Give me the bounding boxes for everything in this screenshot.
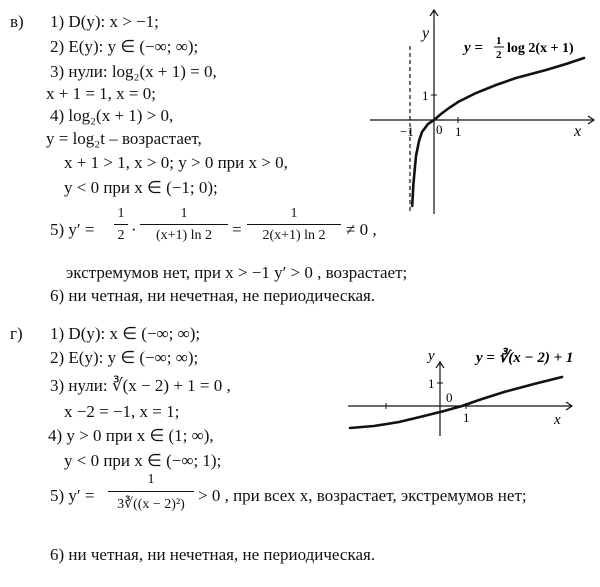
part-v-fn-prefix: y = (464, 40, 483, 56)
part-v-dot: · (131, 220, 137, 239)
part-g-line-zeros-solution: x −2 = −1, x = 1; (64, 402, 180, 421)
part-g-line-parity: 6) ни четная, ни нечетная, не периодическая. (50, 545, 376, 564)
part-g-tick-x1-label: 1 (463, 410, 470, 425)
part-g-y-label: y (428, 348, 435, 364)
part-v-fn-denominator: 2 (496, 49, 502, 61)
part-v-line-parity: 6) ни четная, ни нечетная, не периодическая. (50, 286, 376, 305)
part-v-line-zeros: 3) нули: log₂(x + 1) = 0, (50, 62, 217, 81)
part-g-line-range: 2) E(y): y ∈ (−∞; ∞); (50, 348, 199, 367)
part-v-line-negative: y < 0 при x ∈ (−1; 0); (64, 178, 218, 197)
part-v-origin-label: 0 (436, 122, 443, 137)
part-v-derivative-tail: ≠ 0 , (346, 220, 377, 239)
part-v-line-positive: x + 1 > 1, x > 0; y > 0 при x > 0, (64, 153, 288, 172)
part-v-line-zeros-solution: x + 1 = 1, x = 0; (46, 84, 156, 103)
part-v-letter: в) (10, 12, 24, 31)
part-g-line-positive: 4) y > 0 при x ∈ (1; ∞), (48, 426, 214, 445)
part-g-frac-bar (108, 491, 194, 492)
part-v-fn-numerator: 1 (496, 35, 502, 47)
part-v-tick-x1-label: 1 (455, 124, 462, 139)
part-g-curve (350, 377, 562, 428)
part-v-line-range: 2) E(y): y ∈ (−∞; ∞); (50, 37, 199, 56)
part-g-origin-label: 0 (446, 390, 453, 405)
part-v-equals: = (232, 220, 242, 239)
part-v-y-label: y (422, 25, 430, 42)
part-g-tick-y1-label: 1 (428, 376, 435, 391)
part-v-graph (366, 6, 596, 216)
part-g-line-zeros: 3) нули: ∛(x − 2) + 1 = 0 , (50, 376, 231, 395)
part-v-frac1-denominator: (x+1) ln 2 (155, 228, 213, 243)
part-g-fn-label: y = ∛(x − 2) + 1 (476, 350, 574, 366)
part-v-tick-y1-label: 1 (422, 88, 429, 103)
part-g-line-negative: y < 0 при x ∈ (−∞; 1); (64, 451, 222, 470)
part-v-line-sign: 4) log₂(x + 1) > 0, (50, 106, 174, 125)
part-v-frac1-numerator: 1 (180, 206, 188, 221)
part-g-letter: г) (10, 324, 23, 343)
part-v-frac2-numerator: 1 (290, 206, 298, 221)
part-v-half-denominator: 2 (117, 228, 125, 243)
part-v-line-monotonic: y = log₂t – возрастает, (46, 129, 202, 148)
part-v-line-extrema: экстремумов нет, при x > −1 y′ > 0 , возрастает; (66, 263, 408, 282)
part-g-derivative-tail: > 0 , при всех x, возрастает, экстремумов нет; (198, 486, 527, 505)
part-v-line-domain: 1) D(y): x > −1; (50, 12, 159, 31)
part-g-frac-numerator: 1 (147, 472, 155, 487)
part-v-derivative-prefix: 5) y′ = (50, 220, 95, 239)
part-v-half-numerator: 1 (117, 206, 125, 221)
part-g-derivative-prefix: 5) y′ = (50, 486, 95, 505)
part-v-tick-neg1-label: −1 (400, 124, 414, 139)
part-v-frac2-bar (247, 224, 341, 225)
part-v-frac2-denominator: 2(x+1) ln 2 (262, 228, 326, 243)
part-v-frac1-bar (140, 224, 228, 225)
part-v-x-label: x (574, 123, 582, 140)
part-g-line-domain: 1) D(y): x ∈ (−∞; ∞); (50, 324, 201, 343)
part-g-graph (344, 340, 596, 440)
part-g-frac-denominator: 3∛((x − 2)²) (117, 497, 185, 512)
part-g-x-label: x (554, 412, 561, 428)
part-v-half-bar (114, 224, 128, 225)
part-v-fn-body: log 2(x + 1) (507, 41, 574, 56)
